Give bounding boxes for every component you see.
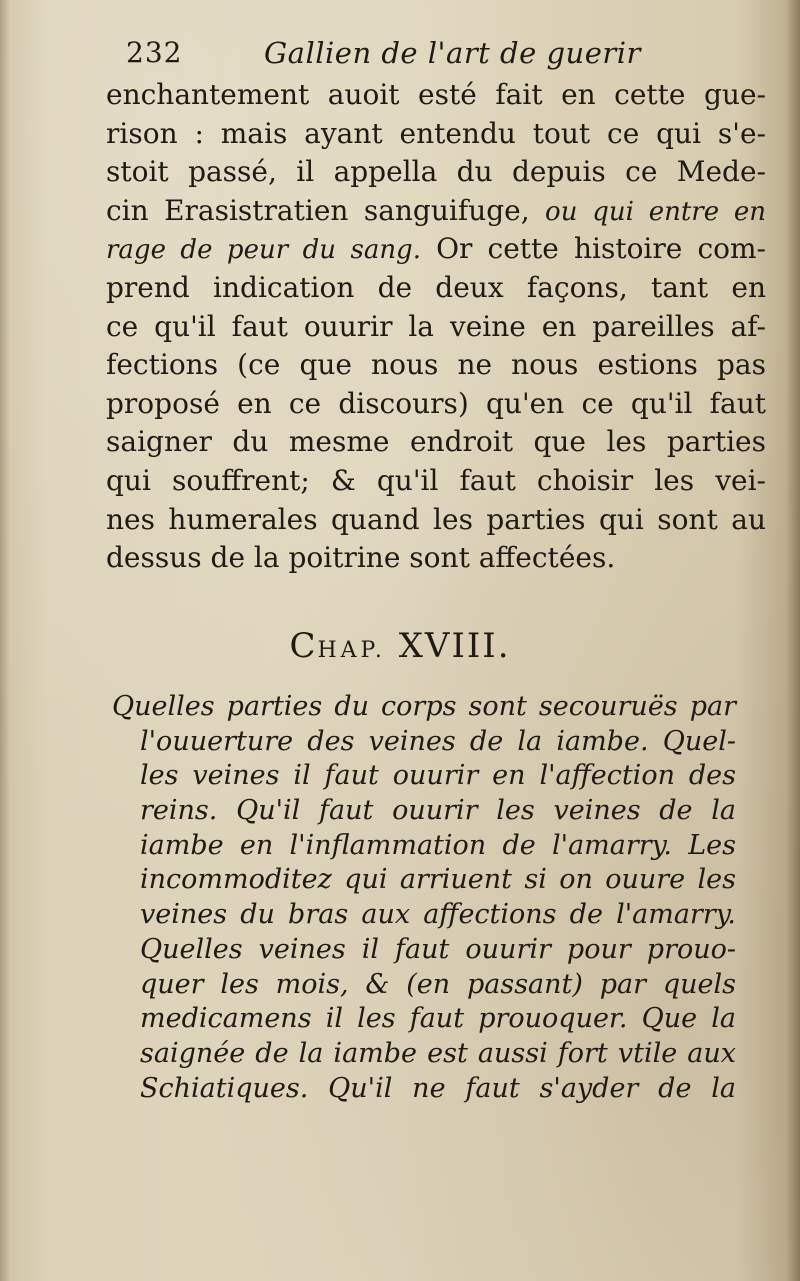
body-line-roman: cin Erasistratien sanguifuge, bbox=[106, 193, 530, 227]
summary-line: quer les mois, & (en passant) par quels bbox=[140, 968, 736, 1000]
running-head: Gallien de l'art de guerir bbox=[264, 36, 641, 70]
summary-line: medicamens il les faut prouoquer. Que la bbox=[140, 1003, 736, 1035]
summary-line: Quelles veines il faut ouurir pour prouo- bbox=[140, 933, 736, 965]
summary-line: incommoditez qui arriuent si on ouure les bbox=[140, 864, 736, 896]
body-line: nes humerales quand les parties qui sont au bbox=[106, 502, 766, 536]
page-header bbox=[126, 36, 666, 76]
summary-line: l'ouuerture des veines de la iambe. Quel- bbox=[140, 725, 736, 757]
body-line-mixed bbox=[106, 230, 766, 269]
chapter-heading-initial: C bbox=[289, 626, 318, 666]
summary-line: reins. Qu'il faut ouurir les veines de la bbox=[140, 795, 736, 827]
body-line: stoit passé, il appella du depuis ce Mede- bbox=[106, 155, 766, 189]
summary-line: saignée de la iambe est aussi fort vtile aux bbox=[140, 1037, 736, 1069]
chapter-heading-smallcaps: HAP. bbox=[317, 638, 386, 663]
page-number: 232 bbox=[126, 36, 183, 69]
chapter-number: XVIII. bbox=[398, 626, 511, 666]
summary-line: iambe en l'inflammation de l'amarry. Les bbox=[140, 829, 736, 861]
body-line-italic: ou qui entre en bbox=[545, 196, 766, 227]
body-line: ce qu'il faut ouurir la veine en pareilles af- bbox=[106, 309, 766, 343]
body-line: enchantement auoit esté fait en cette gue- bbox=[106, 78, 766, 111]
summary-line: Schiatiques. Qu'il ne faut s'ayder de la bbox=[140, 1072, 736, 1104]
body-line: qui souffrent; & qu'il faut choisir les vei- bbox=[106, 463, 766, 497]
chapter-summary bbox=[112, 690, 736, 1106]
summary-line: Quelles parties du corps sont secouruës par bbox=[112, 691, 736, 722]
body-line-italic: rage de peur du sang. bbox=[106, 235, 421, 266]
chapter-heading bbox=[0, 626, 800, 666]
body-line: rison : mais ayant entendu tout ce qui s'e- bbox=[106, 116, 766, 150]
body-paragraph bbox=[106, 76, 766, 578]
body-line-mixed bbox=[106, 192, 766, 231]
body-line: dessus de la poitrine sont affectées. bbox=[106, 541, 616, 575]
body-line: fections (ce que nous ne nous estions pas bbox=[106, 348, 766, 382]
summary-line: veines du bras aux affections de l'amarry. bbox=[140, 899, 736, 931]
body-line: saigner du mesme endroit que les parties bbox=[106, 425, 766, 459]
summary-line: les veines il faut ouurir en l'affection des bbox=[140, 760, 736, 792]
body-line: prend indication de deux façons, tant en bbox=[106, 270, 766, 304]
body-line: proposé en ce discours) qu'en ce qu'il faut bbox=[106, 386, 766, 420]
body-line-roman: Or cette histoire com- bbox=[436, 232, 766, 266]
